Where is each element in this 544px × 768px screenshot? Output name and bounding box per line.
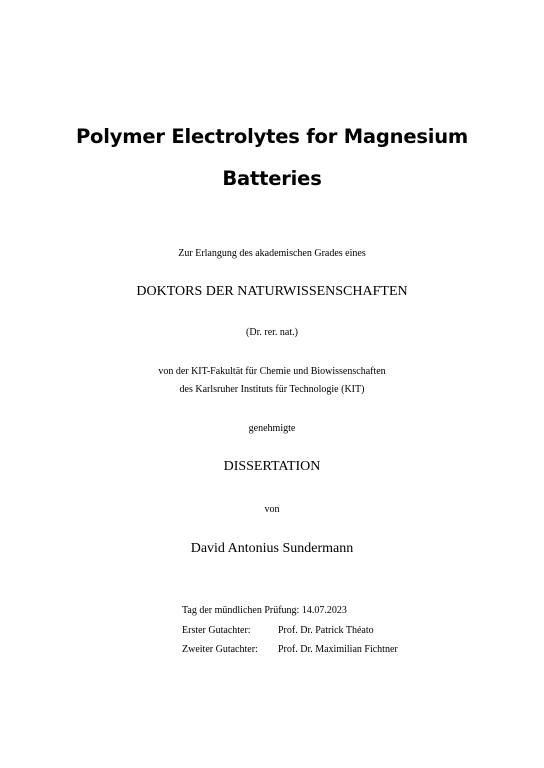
exam-details xyxy=(182,601,398,660)
faculty-line-1: von der KIT-Fakultät für Chemie und Biowissenschaften xyxy=(158,366,386,377)
exam-date: Tag der mündlichen Prüfung: 14.07.2023 xyxy=(182,605,347,616)
author-name: David Antonius Sundermann xyxy=(190,541,354,556)
reviewer-label: Erster Gutachter: xyxy=(182,624,251,636)
degree-abbreviation: (Dr. rer. nat.) xyxy=(246,327,298,338)
reviewer-label: Zweiter Gutachter: xyxy=(182,644,258,655)
title-line-2: Batteries xyxy=(222,167,322,190)
reviewer-row xyxy=(182,640,398,660)
approved-label: genehmigte xyxy=(248,423,296,434)
document-type: DISSERTATION xyxy=(223,459,321,474)
reviewer-row xyxy=(182,621,398,641)
by-label: von xyxy=(264,504,280,515)
thesis-title xyxy=(0,116,544,200)
degree-name: DOKTORS DER NATURWISSENSCHAFTEN xyxy=(136,284,408,299)
reviewer-name: Prof. Dr. Patrick Théato xyxy=(278,624,374,636)
reviewer-name: Prof. Dr. Maximilian Fichtner xyxy=(278,644,398,655)
faculty-line-2: des Karlsruher Instituts für Technologie (KIT) xyxy=(179,384,365,395)
title-line-1: Polymer Electrolytes for Magnesium xyxy=(75,125,469,148)
degree-intro: Zur Erlangung des akademischen Grades eines xyxy=(178,248,366,259)
